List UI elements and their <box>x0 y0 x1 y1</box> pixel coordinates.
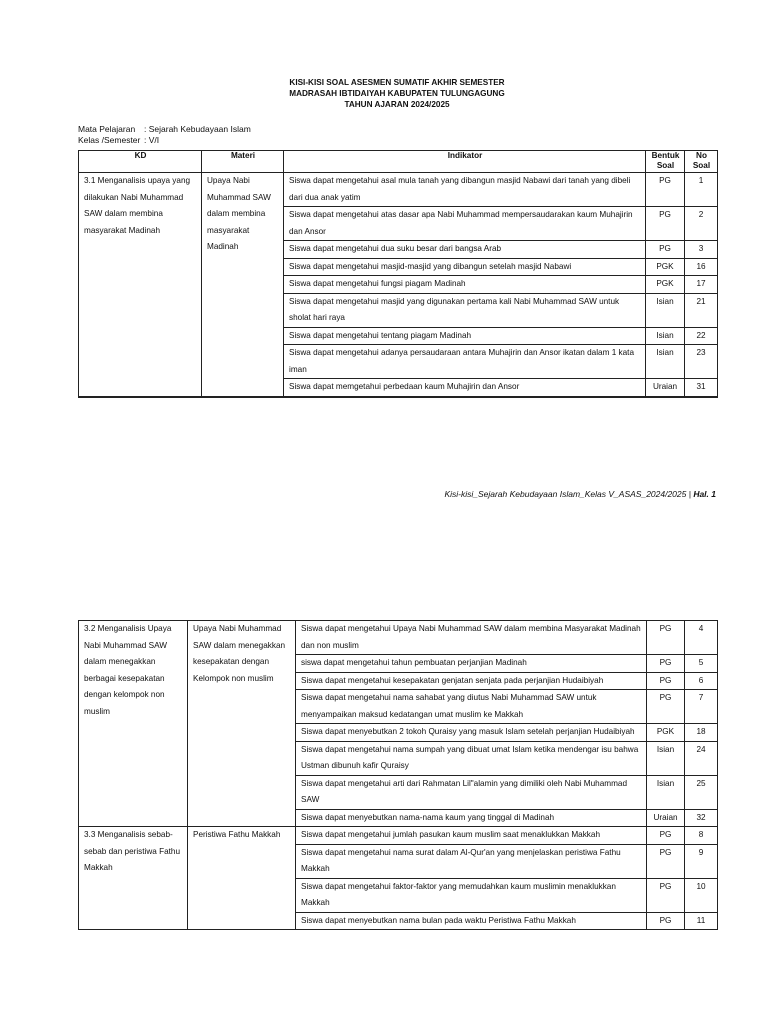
indikator-cell: Siswa dapat menyebutkan nama bulan pada waktu Peristiwa Fathu Makkah <box>296 912 647 930</box>
indikator-cell: Siswa dapat mengetahui dua suku besar dari bangsa Arab <box>284 241 646 259</box>
bentuk-soal-cell: Uraian <box>647 809 685 827</box>
no-soal-cell: 5 <box>685 655 718 673</box>
indikator-cell: Siswa dapat mengetahui kesepakatan genjatan senjata pada perjanjian Hudaibiyah <box>296 672 647 690</box>
indikator-cell: Siswa dapat mengetahui faktor-faktor yang memudahkan kaum muslimin menaklukkan Makkah <box>296 878 647 912</box>
no-soal-cell: 10 <box>685 878 718 912</box>
indikator-cell: Siswa dapat mengetahui tentang piagam Madinah <box>284 327 646 345</box>
indikator-cell: Siswa dapat menyebutkan nama-nama kaum yang tinggal di Madinah <box>296 809 647 827</box>
materi-cell: Upaya Nabi Muhammad SAW dalam membina masyarakat Madinah <box>202 173 284 397</box>
indikator-cell: Siswa dapat mengetahui fungsi piagam Madinah <box>284 276 646 294</box>
no-soal-cell: 16 <box>685 258 718 276</box>
indikator-cell: Siswa dapat mengetahui nama sahabat yang diutus Nabi Muhammad SAW untuk menyampaikan maksud kedatangan umat muslim ke Makkah <box>296 690 647 724</box>
subject-value: : Sejarah Kebudayaan Islam <box>144 124 251 134</box>
indikator-cell: Siswa dapat mengetahui asal mula tanah yang dibangun masjid Nabawi dari tanah yang dibeli dari dua anak yatim <box>284 173 646 207</box>
footer-page-number: Hal. 1 <box>693 489 716 499</box>
no-soal-cell: 3 <box>685 241 718 259</box>
no-soal-cell: 17 <box>685 276 718 294</box>
table-row <box>79 621 718 655</box>
bentuk-soal-cell: PG <box>647 912 685 930</box>
bentuk-soal-cell: PG <box>647 878 685 912</box>
table-body-page-1 <box>79 173 718 397</box>
no-soal-cell: 1 <box>685 173 718 207</box>
no-soal-cell: 32 <box>685 809 718 827</box>
bentuk-soal-cell: PG <box>646 241 685 259</box>
bentuk-soal-cell: PG <box>647 690 685 724</box>
no-soal-cell: 21 <box>685 293 718 327</box>
header-indikator: Indikator <box>284 151 646 173</box>
indikator-cell: siswa dapat mengetahui tahun pembuatan perjanjian Madinah <box>296 655 647 673</box>
no-soal-cell: 25 <box>685 775 718 809</box>
bentuk-soal-cell: PGK <box>647 724 685 742</box>
indikator-cell: Siswa dapat mengetahui Upaya Nabi Muhammad SAW dalam membina Masyarakat Madinah dan non muslim <box>296 621 647 655</box>
title-line-1: KISI-KISI SOAL ASESMEN SUMATIF AKHIR SEMESTER <box>289 78 505 87</box>
indikator-cell: Siswa dapat mengetahui adanya persaudaraan antara Muhajirin dan Ansor ikatan dalam 1 kata iman <box>284 345 646 379</box>
no-soal-cell: 11 <box>685 912 718 930</box>
bentuk-soal-cell: Isian <box>647 775 685 809</box>
title-line-2: MADRASAH IBTIDAIYAH KABUPATEN TULUNGAGUNG <box>289 89 505 98</box>
indikator-cell: Siswa dapat mengetahui masjid yang digunakan pertama kali Nabi Muhammad SAW untuk sholat hari raya <box>284 293 646 327</box>
kd-cell: 3.3 Menganalisis sebab-sebab dan peristiwa Fathu Makkah <box>79 827 188 930</box>
indikator-cell: Siswa dapat mengetahui arti dari Rahmatan Lil"alamin yang dimiliki oleh Nabi Muhammad SAW <box>296 775 647 809</box>
bentuk-soal-cell: PG <box>646 207 685 241</box>
no-soal-cell: 8 <box>685 827 718 845</box>
indikator-cell: Siswa dapat mengetahui nama surat dalam Al-Qur'an yang menjelaskan peristiwa Fathu Makkah <box>296 844 647 878</box>
bentuk-soal-cell: Isian <box>646 345 685 379</box>
materi-cell: Peristiwa Fathu Makkah <box>188 827 296 930</box>
bentuk-soal-cell: PGK <box>646 258 685 276</box>
indikator-cell: Siswa dapat mengetahui jumlah pasukan kaum muslim saat menaklukkan Makkah <box>296 827 647 845</box>
no-soal-cell: 23 <box>685 345 718 379</box>
bentuk-soal-cell: Isian <box>646 293 685 327</box>
no-soal-cell: 6 <box>685 672 718 690</box>
header-materi: Materi <box>202 151 284 173</box>
indikator-cell: Siswa dapat mengetahui atas dasar apa Nabi Muhammad mempersaudarakan kaum Muhajirin dan Ansor <box>284 207 646 241</box>
table-body-page-2 <box>79 621 718 930</box>
grid-table-page-1 <box>78 150 718 398</box>
table-row <box>79 827 718 845</box>
no-soal-cell: 31 <box>685 379 718 397</box>
header-bentuk-soal: Bentuk Soal <box>646 151 685 173</box>
bentuk-soal-cell: Isian <box>647 741 685 775</box>
bentuk-soal-cell: Isian <box>646 327 685 345</box>
no-soal-cell: 7 <box>685 690 718 724</box>
bentuk-soal-cell: PG <box>647 655 685 673</box>
bentuk-soal-cell: Uraian <box>646 379 685 397</box>
no-soal-cell: 22 <box>685 327 718 345</box>
class-value: : V/I <box>144 135 160 145</box>
materi-cell: Upaya Nabi Muhammad SAW dalam menegakkan kesepakatan dengan Kelompok non muslim <box>188 621 296 827</box>
table-row <box>79 173 718 207</box>
no-soal-cell: 9 <box>685 844 718 878</box>
document-title <box>0 77 768 110</box>
indikator-cell: Siswa dapat memgetahui perbedaan kaum Muhajirin dan Ansor <box>284 379 646 397</box>
grid-table-page-2 <box>78 620 718 930</box>
title-line-3: TAHUN AJARAN 2024/2025 <box>344 100 450 109</box>
bentuk-soal-cell: PG <box>647 827 685 845</box>
no-soal-cell: 24 <box>685 741 718 775</box>
bentuk-soal-cell: PGK <box>646 276 685 294</box>
kd-cell: 3.2 Menganalisis Upaya Nabi Muhammad SAW dalam menegakkan berbagai kesepakatan dengan kelompok non muslim <box>79 621 188 827</box>
page-footer <box>444 489 716 499</box>
kd-cell: 3.1 Menganalisis upaya yang dilakukan Nabi Muhammad SAW dalam membina masyarakat Madinah <box>79 173 202 397</box>
indikator-cell: Siswa dapat mengetahui masjid-masjid yang dibangun setelah masjid Nabawi <box>284 258 646 276</box>
document-meta <box>78 124 251 146</box>
indikator-cell: Siswa dapat mengetahui nama sumpah yang dibuat umat Islam ketika mendengar isu bahwa Ustman dibunuh kafir Quraisy <box>296 741 647 775</box>
bentuk-soal-cell: PG <box>647 621 685 655</box>
bentuk-soal-cell: PG <box>647 672 685 690</box>
no-soal-cell: 18 <box>685 724 718 742</box>
footer-filename: Kisi-kisi_Sejarah Kebudayaan Islam_Kelas V_ASAS_2024/2025 | <box>444 489 691 499</box>
subject-label: Mata Pelajaran <box>78 124 136 134</box>
header-no-soal: No Soal <box>685 151 718 173</box>
bentuk-soal-cell: PG <box>646 173 685 207</box>
no-soal-cell: 2 <box>685 207 718 241</box>
table-header-row <box>79 151 718 173</box>
header-kd: KD <box>79 151 202 173</box>
no-soal-cell: 4 <box>685 621 718 655</box>
bentuk-soal-cell: PG <box>647 844 685 878</box>
indikator-cell: Siswa dapat menyebutkan 2 tokoh Quraisy yang masuk Islam setelah perjanjian Hudaibiyah <box>296 724 647 742</box>
class-label: Kelas /Semester <box>78 135 141 145</box>
